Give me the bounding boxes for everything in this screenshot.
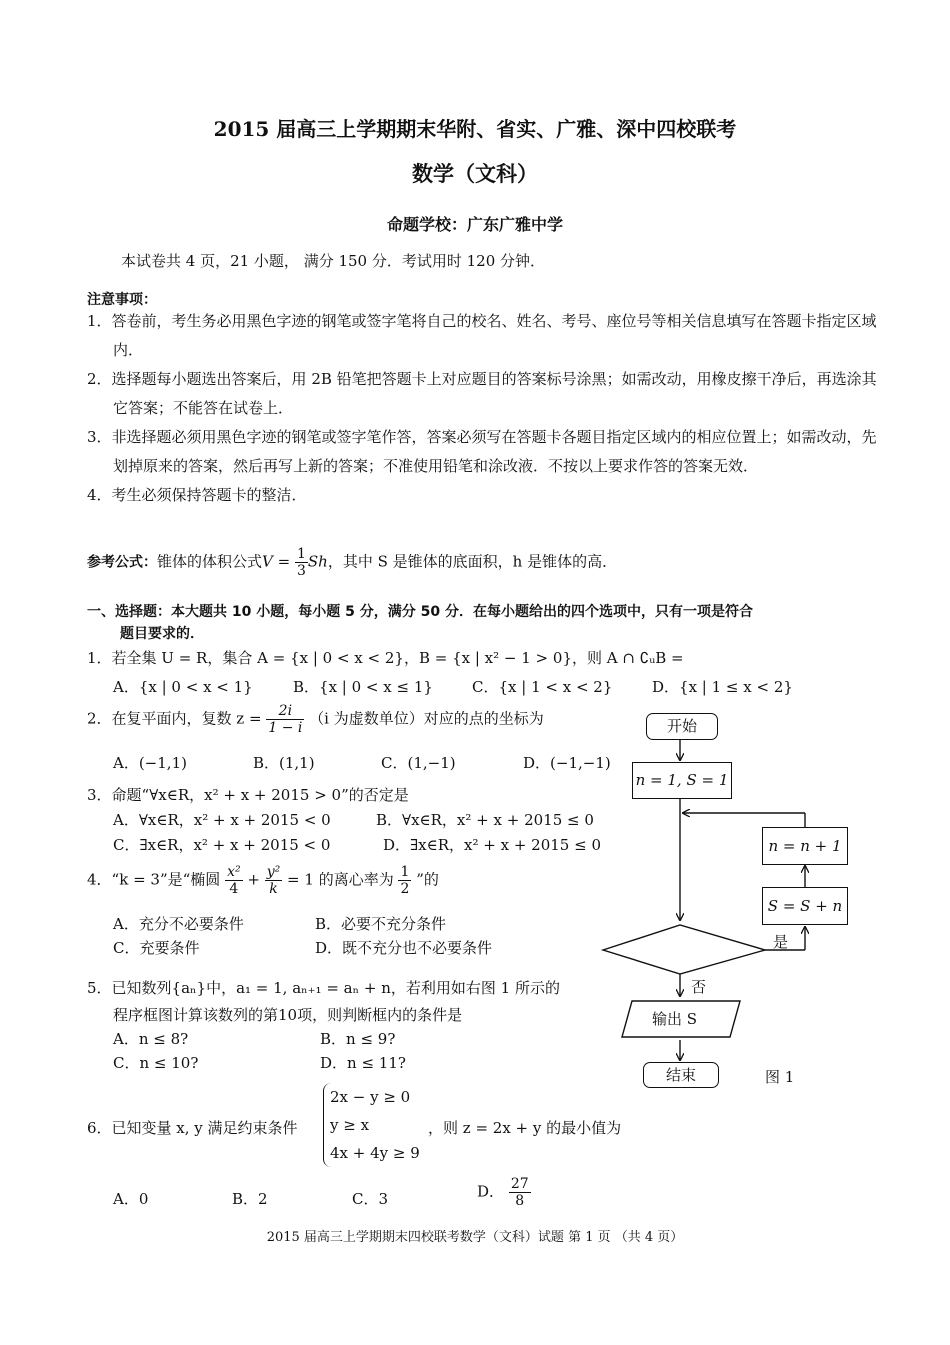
note-item: 2．选择题每小题选出答案后，用 2B 铅笔把答题卡上对应题目的答案标号涂黑；如需改动，用橡皮擦干净后，再选涂其它答案；不能答在试卷上． xyxy=(87,370,877,417)
constraint-1: 2x − y ≥ 0 xyxy=(330,1088,411,1106)
fraction-numerator: y² xyxy=(266,864,281,880)
fraction-numerator: 1 xyxy=(296,546,306,562)
flow-start: 开始 xyxy=(646,713,718,740)
flow-update-n: n = n + 1 xyxy=(762,827,848,865)
q4-option-a: A．充分不必要条件 xyxy=(113,915,244,933)
flow-output: 输出 S xyxy=(652,1010,698,1028)
exam-info: 本试卷共 4 页，21 小题， 满分 150 分．考试用时 120 分钟． xyxy=(121,252,546,270)
figure-caption: 图 1 xyxy=(765,1068,795,1086)
q1-option-b: B．{x | 0 < x ≤ 1} xyxy=(293,678,433,696)
flow-update-s: S = S + n xyxy=(762,887,848,925)
q2-option-c: C．(1,−1) xyxy=(381,754,456,772)
q4-plus: + xyxy=(247,870,260,889)
q2-option-a: A．(−1,1) xyxy=(113,754,187,772)
q6-post: ，则 z = 2x + y 的最小值为 xyxy=(428,1119,622,1137)
q3-option-a: A．∀x∈R，x² + x + 2015 < 0 xyxy=(113,811,331,829)
fraction-numerator: x² xyxy=(227,864,241,880)
q1-option-d: D．{x | 1 ≤ x < 2} xyxy=(652,678,793,696)
option-label: D． xyxy=(477,1182,505,1201)
q5-option-c: C．n ≤ 10? xyxy=(113,1054,199,1072)
q3-option-c: C．∃x∈R，x² + x + 2015 < 0 xyxy=(113,836,331,854)
q6-option-a: A．0 xyxy=(113,1190,149,1208)
fraction-numerator: 2i xyxy=(266,703,304,720)
q3-option-d: D．∃x∈R，x² + x + 2015 ≤ 0 xyxy=(383,836,601,854)
fraction-numerator: 1 xyxy=(400,864,410,880)
paper-school: 命题学校：广东广雅中学 xyxy=(386,215,563,234)
fraction-numerator: 27 xyxy=(510,1176,529,1192)
q6-option-c: C．3 xyxy=(352,1190,389,1208)
note-item: 1．答卷前，考生务必用黑色字迹的钢笔或签字笔将自己的校名、姓名、考号、座位号等相关信息填写在答题卡指定区域内． xyxy=(87,312,877,359)
constraint-2: y ≥ x xyxy=(330,1116,370,1134)
q1-option-c: C．{x | 1 < x < 2} xyxy=(472,678,613,696)
q5-option-b: B．n ≤ 9? xyxy=(320,1030,396,1048)
q4-option-c: C．充要条件 xyxy=(113,939,200,957)
decision-diamond xyxy=(603,925,765,974)
q6-option-b: B．2 xyxy=(232,1190,268,1208)
page-footer: 2015 届高三上学期期末四校联考数学（文科）试题 第 1 页 （共 4 页） xyxy=(266,1230,684,1245)
flow-init: n = 1, S = 1 xyxy=(632,762,732,799)
fraction-denominator: 1 − i xyxy=(268,720,303,736)
paper-title: 2015 届高三上学期期末华附、省实、广雅、深中四校联考 xyxy=(213,117,737,141)
formula-pre: 锥体的体积公式 xyxy=(157,552,263,571)
q6-pre: 6．已知变量 x, y 满足约束条件 xyxy=(87,1119,298,1137)
q1-option-a: A．{x | 0 < x < 1} xyxy=(113,678,253,696)
q5-line2: 程序框图计算该数列的第10项，则判断框内的条件是 xyxy=(113,1006,463,1024)
formula-label: 参考公式： xyxy=(87,554,157,571)
flow-no-label: 否 xyxy=(691,978,707,996)
q3-option-b: B．∀x∈R，x² + x + 2015 ≤ 0 xyxy=(376,811,594,829)
paper-subject: 数学（文科） xyxy=(412,161,538,186)
q1-stem: 1．若全集 U = R，集合 A = {x | 0 < x < 2}，B = {x | x² − 1 > 0}，则 A ∩ ∁ᵤB = xyxy=(87,649,684,667)
notes-heading: 注意事项： xyxy=(87,292,157,308)
fraction-denominator: 8 xyxy=(515,1193,525,1209)
section-heading-cont: 题目要求的． xyxy=(120,626,204,642)
fraction-denominator: 2 xyxy=(400,881,410,897)
q2-option-b: B．(1,1) xyxy=(253,754,315,772)
constraint-3: 4x + 4y ≥ 9 xyxy=(330,1144,420,1162)
fraction-denominator: k xyxy=(269,881,278,897)
q5-option-a: A．n ≤ 8? xyxy=(113,1030,189,1048)
fraction-denominator: 3 xyxy=(296,563,306,579)
note-item: 3．非选择题必须用黑色字迹的钢笔或签字笔作答，答案必须写在答题卡各题目指定区域内的相应位置上；如需改动，先划掉原来的答案，然后再写上新的答案；不准使用铅笔和涂改液．不按以上要求作答的答案无效． xyxy=(87,428,877,475)
formula-lhs: V = xyxy=(262,552,291,571)
q5-option-d: D．n ≤ 11? xyxy=(320,1054,406,1072)
flow-end: 结束 xyxy=(643,1062,719,1088)
q4-mid: = 1 的离心率为 xyxy=(287,870,394,889)
section-heading: 一、选择题：本大题共 10 小题，每小题 5 分，满分 50 分．在每小题给出的四个选项中，只有一项是符合 xyxy=(87,604,753,620)
note-item: 4．考生必须保持答题卡的整洁． xyxy=(87,486,307,504)
q4-option-d: D．既不充分也不必要条件 xyxy=(315,939,493,957)
q3-stem: 3．命题“∀x∈R，x² + x + 2015 > 0”的否定是 xyxy=(87,786,409,804)
q4-pre: 4．“k = 3”是“椭圆 xyxy=(87,870,221,889)
formula-post: ，其中 S 是锥体的底面积，h 是锥体的高． xyxy=(327,552,618,571)
flow-yes-label: 是 xyxy=(773,933,789,951)
q4-option-b: B．必要不充分条件 xyxy=(315,915,447,933)
q4-post: ”的 xyxy=(416,870,439,889)
q2-option-d: D．(−1,−1) xyxy=(523,754,611,772)
q5-line1: 5．已知数列{aₙ}中，a₁ = 1, aₙ₊₁ = aₙ + n，若利用如右图 1 所示的 xyxy=(87,979,560,997)
fraction-denominator: 4 xyxy=(229,881,239,897)
q2-pre: 2．在复平面内，复数 z = xyxy=(87,709,262,728)
q2-post: （i 为虚数单位）对应的点的坐标为 xyxy=(309,709,544,728)
formula-rhs: Sh xyxy=(307,552,328,571)
